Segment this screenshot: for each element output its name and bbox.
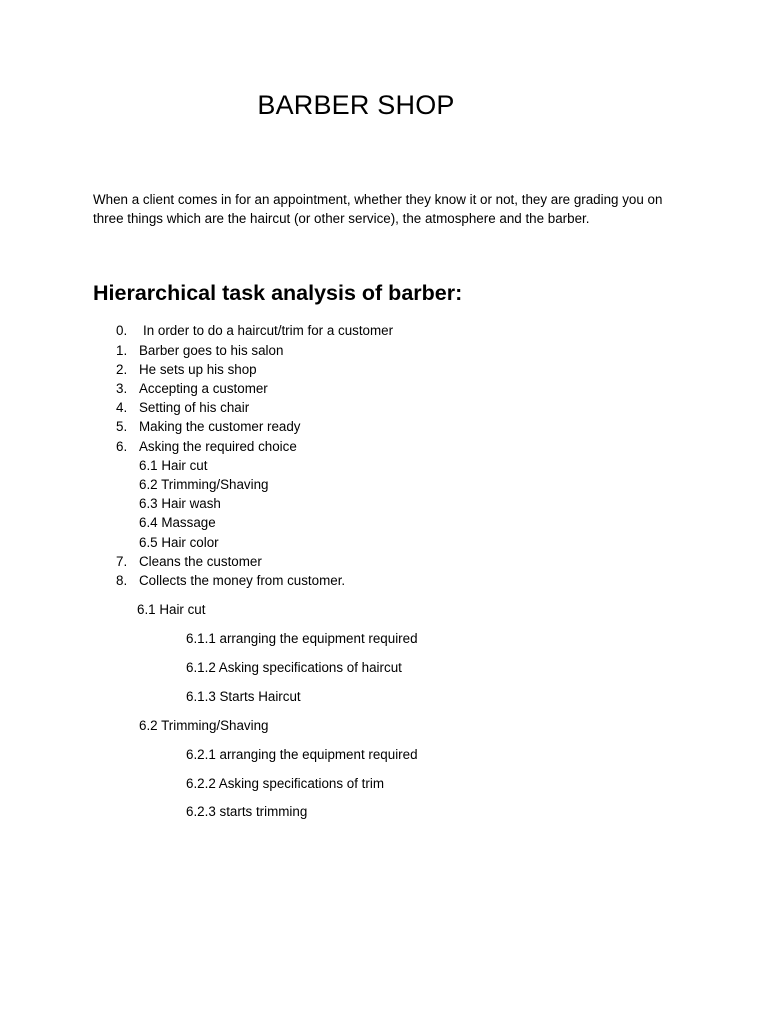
document-title: BARBER SHOP (257, 90, 455, 120)
choice-item: 6.1 Hair cut (139, 458, 208, 473)
step-label: In order to do a haircut/trim for a customer (143, 323, 394, 338)
step-label: Setting of his chair (139, 400, 250, 415)
step-number: 4. (116, 400, 128, 415)
list-item (0, 379, 768, 399)
list-item (0, 571, 768, 591)
step-number: 6. (116, 439, 128, 454)
step-number: 8. (116, 573, 128, 588)
trimming-subtask: 6.2.2 Asking specifications of trim (186, 776, 384, 791)
haircut-subtask: 6.1.3 Starts Haircut (186, 689, 301, 704)
list-item (0, 360, 768, 380)
step-number: 7. (116, 554, 128, 569)
intro-paragraph: When a client comes in for an appointment, whether they know it or not, they are grading you on three things which are the haircut (or other service), the atmosphere and the barber. (93, 192, 663, 226)
list-item (0, 321, 768, 341)
step-number: 5. (116, 419, 128, 434)
list-item (0, 552, 768, 572)
step-number: 1. (116, 343, 128, 358)
step-label: Cleans the customer (139, 554, 262, 569)
list-item (0, 398, 768, 418)
step-number: 3. (116, 381, 128, 396)
trimming-subtask: 6.2.3 starts trimming (186, 804, 308, 819)
step-label: Making the customer ready (139, 419, 301, 434)
haircut-subtask: 6.1.2 Asking specifications of haircut (186, 660, 402, 675)
step-label: Accepting a customer (139, 381, 268, 396)
hta-heading: Hierarchical task analysis of barber: (93, 281, 463, 305)
step-label: He sets up his shop (139, 362, 257, 377)
list-item (0, 437, 768, 457)
haircut-subtask: 6.1.1 arranging the equipment required (186, 631, 418, 646)
step-number: 2. (116, 362, 128, 377)
trimming-section-heading: 6.2 Trimming/Shaving (139, 718, 269, 733)
step-label: Asking the required choice (139, 439, 297, 454)
choice-item: 6.3 Hair wash (139, 496, 221, 511)
choice-item: 6.2 Trimming/Shaving (139, 477, 269, 492)
choice-item: 6.5 Hair color (139, 535, 219, 550)
trimming-subtask: 6.2.1 arranging the equipment required (186, 747, 418, 762)
step-number: 0. (116, 323, 128, 338)
list-item (0, 341, 768, 361)
list-item (0, 417, 768, 437)
step-label: Barber goes to his salon (139, 343, 284, 358)
choice-item: 6.4 Massage (139, 515, 216, 530)
step-label: Collects the money from customer. (139, 573, 346, 588)
haircut-section-heading: 6.1 Hair cut (137, 602, 206, 617)
